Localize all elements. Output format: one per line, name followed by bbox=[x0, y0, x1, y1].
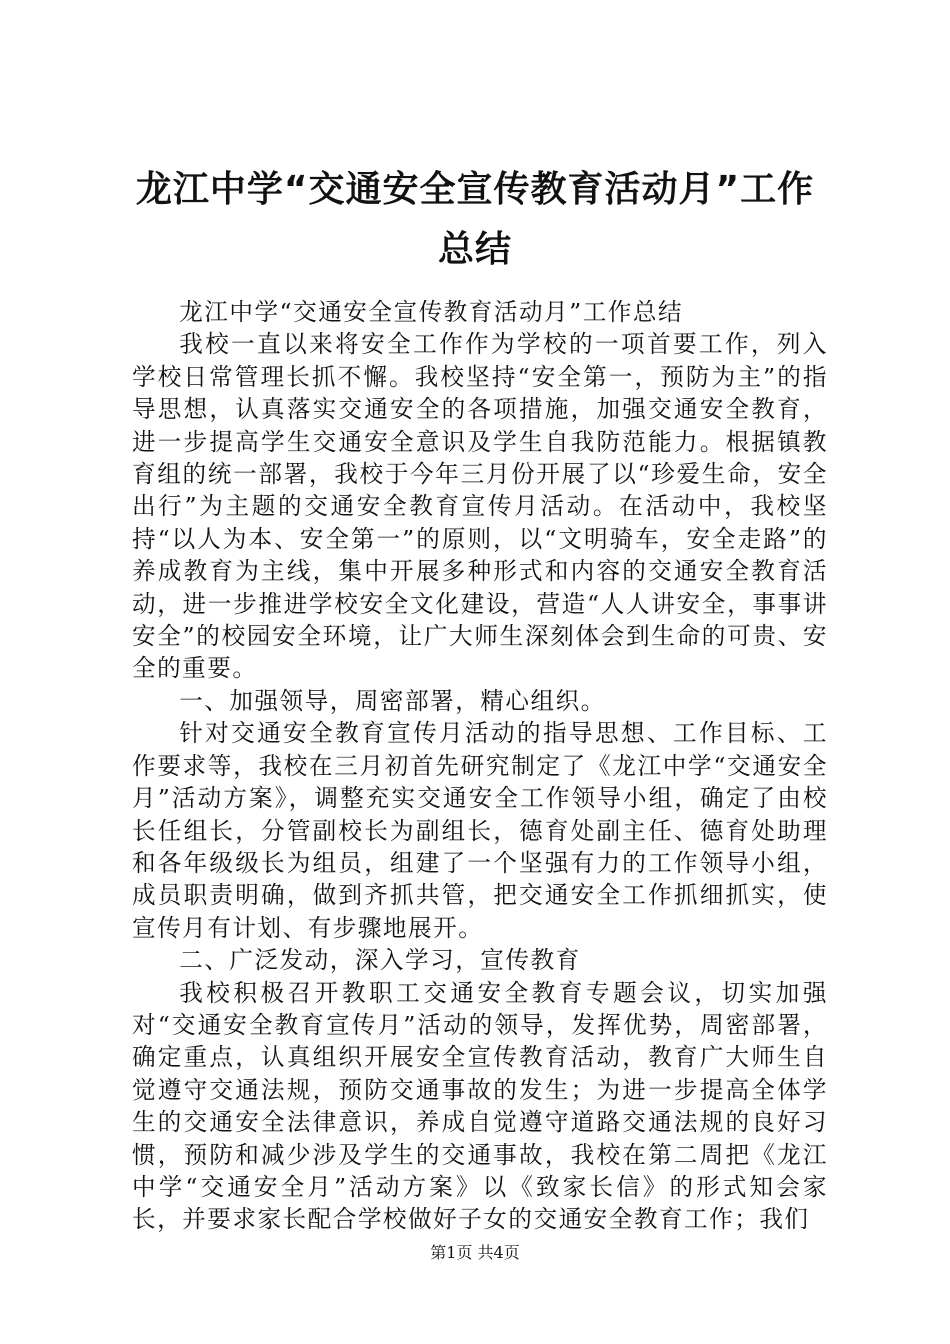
document-body bbox=[132, 296, 828, 1236]
body-paragraph-section-2: 我校积极召开教职工交通安全教育专题会议，切实加强对“交通安全教育宣传月”活动的领导，发挥优势，周密部署，确定重点，认真组织开展安全宣传教育活动，教育广大师生自觉遵守交通法规，预防交通事故的发生；为进一步提高全体学生的交通安全法律意识，养成自觉遵守道路交通法规的良好习惯，预防和减少涉及学生的交通事故，我校在第二周把《龙江中学“交通安全月”活动方案》以《致家长信》的形式知会家长，并要求家长配合学校做好子女的交通安全教育工作；我们 bbox=[132, 978, 828, 1234]
body-paragraph-subtitle: 龙江中学“交通安全宣传教育活动月”工作总结 bbox=[179, 298, 684, 326]
page-footer: 第1页 共4页 bbox=[430, 1243, 520, 1262]
body-paragraph-intro: 我校一直以来将安全工作作为学校的一项首要工作，列入学校日常管理长抓不懈。我校坚持“安全第一，预防为主”的指导思想，认真落实交通安全的各项措施，加强交通安全教育，进一步提高学生交通安全意识及学生自我防范能力。根据镇教育组的统一部署，我校于今年三月份开展了以“珍爱生命，安全出行”为主题的交通安全教育宣传月活动。在活动中，我校坚持“以人为本、安全第一”的原则，以“文明骑车，安全走路”的养成教育为主线，集中开展多种形式和内容的交通安全教育活动，进一步推进学校安全文化建设，营造“人人讲安全，事事讲安全”的校园安全环境，让广大师生深刻体会到生命的可贵、安全的重要。 bbox=[132, 330, 828, 683]
document-title: 龙江中学“交通安全宣传教育活动月”工作总结 bbox=[135, 169, 815, 270]
body-paragraph-section-1: 针对交通安全教育宣传月活动的指导思想、工作目标、工作要求等，我校在三月初首先研究制定了《龙江中学“交通安全月”活动方案》，调整充实交通安全工作领导小组，确定了由校长任组长，分管副校长为副组长，德育处副主任、德育处助理和各年级级长为组员，组建了一个坚强有力的工作领导小组，成员职责明确，做到齐抓共管，把交通安全工作抓细抓实，使宣传月有计划、有步骤地展开。 bbox=[132, 719, 828, 942]
section-heading-1: 一、加强领导，周密部署，精心组织。 bbox=[179, 686, 606, 715]
section-heading-2: 二、广泛发动，深入学习，宣传教育 bbox=[179, 946, 581, 975]
